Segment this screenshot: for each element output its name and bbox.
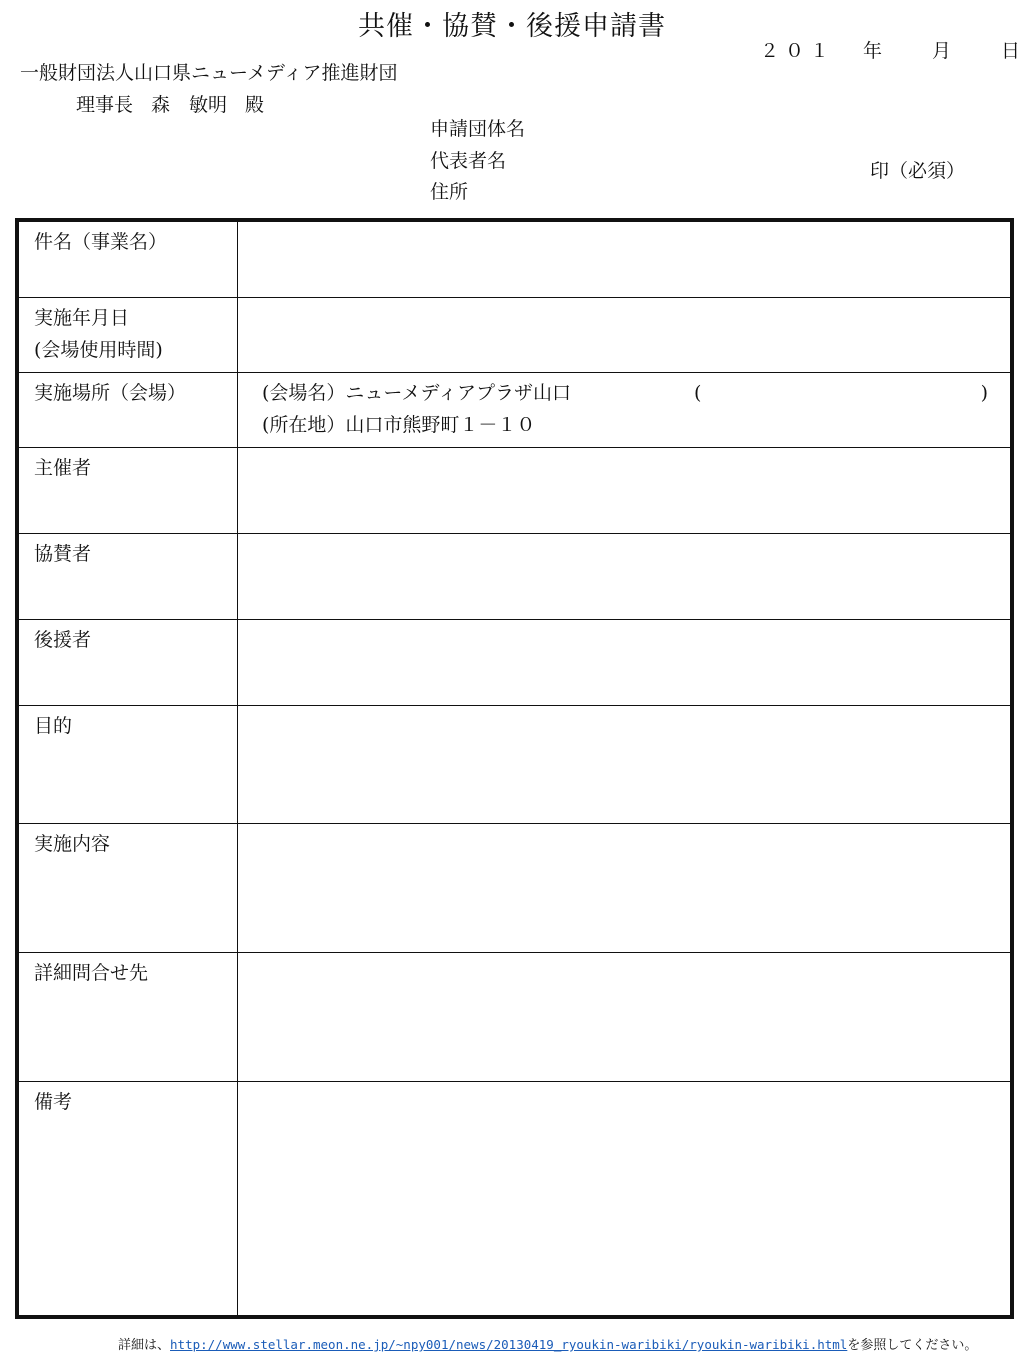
event-name-field[interactable] (238, 220, 1013, 297)
date-label-line1: 実施年月日 (34, 306, 130, 329)
footer-link[interactable]: http://www.stellar.meon.ne.jp/~npy001/news/20130419_ryoukin-waribiki/ryoukin-waribiki.html (170, 1337, 848, 1352)
row-contact (17, 952, 1012, 1081)
venue-name-line (262, 377, 996, 409)
footer-suffix: を参照してください。 (847, 1338, 978, 1353)
date-label (17, 297, 238, 372)
recipient-honorific: 殿 (245, 94, 265, 116)
row-supporter (17, 619, 1012, 705)
remarks-label: 備考 (17, 1081, 238, 1317)
row-venue (17, 372, 1012, 447)
applicant-address-label: 住所 (430, 181, 469, 203)
application-form-table (15, 218, 1014, 1319)
applicant-rep-label: 代表者名 (430, 150, 507, 172)
row-remarks (17, 1081, 1012, 1317)
content-field[interactable] (238, 823, 1013, 952)
content-label: 実施内容 (17, 823, 238, 952)
row-organizer (17, 447, 1012, 533)
row-sponsor (17, 533, 1012, 619)
date-day-unit: 日 (1000, 40, 1020, 62)
recipient-name: 森 敏明 (151, 94, 228, 116)
venue-name-prefix: (会場名） (262, 381, 346, 404)
footer-note (118, 1334, 977, 1353)
row-content (17, 823, 1012, 952)
application-date (760, 36, 1020, 63)
venue-field[interactable] (238, 372, 1013, 447)
date-field[interactable] (238, 297, 1013, 372)
venue-address: 山口市熊野町１－１０ (345, 413, 536, 436)
page-title: 共催・協賛・後援申請書 (358, 11, 666, 42)
row-purpose (17, 705, 1012, 823)
venue-paren-open: ( (694, 381, 702, 404)
venue-paren-close: ) (980, 381, 988, 404)
sponsor-field[interactable] (238, 533, 1013, 619)
venue-address-line (262, 409, 996, 441)
recipient-line (76, 90, 282, 117)
venue-address-prefix: (所在地） (262, 413, 346, 436)
row-date (17, 297, 1012, 372)
venue-label: 実施場所（会場） (17, 372, 238, 447)
purpose-label: 目的 (17, 705, 238, 823)
date-month-unit: 月 (931, 40, 951, 62)
event-name-label: 件名（事業名） (17, 220, 238, 297)
sponsor-label: 協賛者 (17, 533, 238, 619)
venue-name: ニューメディアプラザ山口 (345, 381, 571, 404)
seal-required-label: 印（必須） (870, 160, 966, 182)
applicant-org-label: 申請団体名 (430, 118, 526, 140)
date-year-unit: 年 (862, 40, 882, 62)
date-label-line2: (会場使用時間) (34, 338, 163, 361)
organizer-field[interactable] (238, 447, 1013, 533)
row-event-name (17, 220, 1012, 297)
remarks-field[interactable] (238, 1081, 1013, 1317)
supporter-label: 後援者 (17, 619, 238, 705)
footer-prefix: 詳細は、 (118, 1338, 171, 1353)
date-year-prefix: ２０１ (759, 40, 835, 62)
supporter-field[interactable] (238, 619, 1013, 705)
contact-field[interactable] (238, 952, 1013, 1081)
recipient-organization: 一般財団法人山口県ニューメディア推進財団 (20, 62, 398, 84)
purpose-field[interactable] (238, 705, 1013, 823)
organizer-label: 主催者 (17, 447, 238, 533)
recipient-title: 理事長 (76, 94, 134, 116)
contact-label: 詳細問合せ先 (17, 952, 238, 1081)
